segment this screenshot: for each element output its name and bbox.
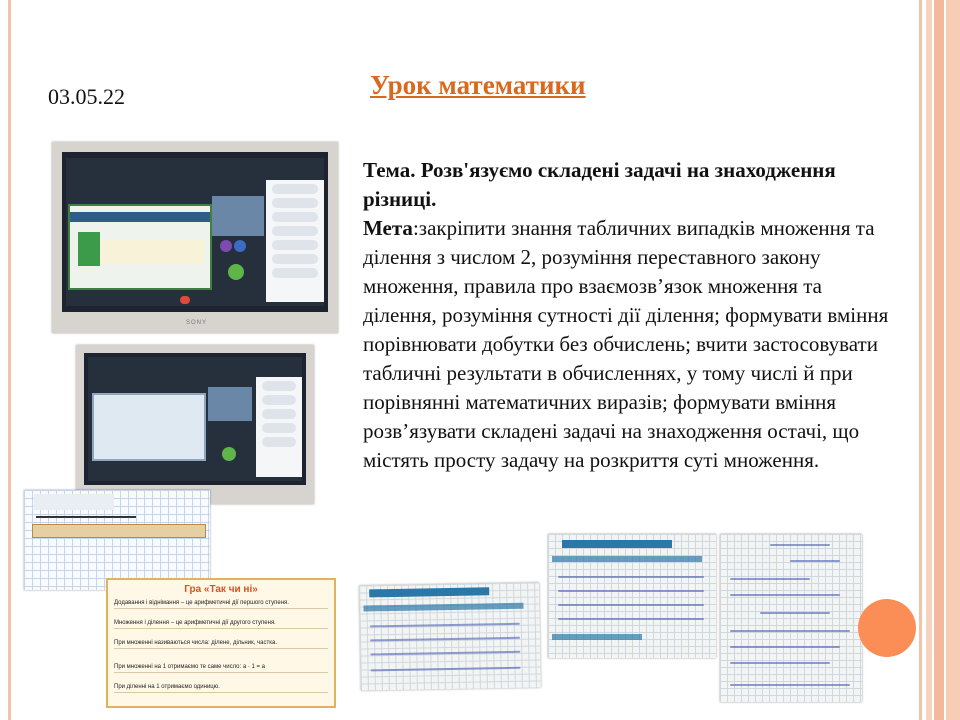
right-stripe-1 [926, 0, 932, 720]
video-tile [208, 387, 252, 421]
topic-text: Розв'язуємо складені задачі на знаходження різниці. [363, 158, 836, 211]
game-statement-2: Множення і ділення – це арифметичні дії другого ступеня. [114, 620, 328, 629]
game-statement-3: При множенні називаються числа: ділене, дільник, частка. [114, 640, 328, 649]
laptop-screen [62, 152, 328, 312]
participant-avatar-v [228, 264, 244, 280]
lesson-title: Урок математики [370, 70, 586, 100]
photo-ruler-worksheet [24, 490, 210, 590]
participants-panel [256, 377, 302, 477]
shared-presentation [68, 204, 212, 290]
worksheet-header [34, 494, 114, 510]
decorative-circle [858, 599, 916, 657]
presentation-caption [100, 240, 204, 264]
textbook-exercise-band [363, 603, 523, 612]
game-yes-no-slide [106, 578, 336, 708]
photo-laptop-meeting-1 [52, 142, 338, 333]
shared-worksheet [92, 393, 206, 461]
game-title: Гра «Так чи ні» [184, 584, 258, 595]
textbook-heading-band [369, 587, 489, 597]
textbook-exercise-band [552, 556, 702, 562]
photo-handwritten-notebook [720, 534, 862, 702]
lesson-description [363, 156, 893, 475]
game-statement-5: При діленні на 1 отримаємо одиницю. [114, 684, 328, 693]
presentation-number-card [78, 232, 100, 266]
goal-label: Мета [363, 216, 413, 240]
participant-avatar-m [220, 240, 232, 252]
ruler [32, 524, 206, 538]
textbook-heading-band [562, 540, 672, 548]
topic-label: Тема. [363, 158, 416, 182]
lesson-date: 03.05.22 [48, 84, 125, 109]
photo-laptop-meeting-2 [76, 345, 314, 504]
participants-panel [266, 180, 324, 302]
photo-textbook-page [359, 582, 541, 690]
video-tile [212, 196, 264, 236]
participant-avatar-v [222, 447, 236, 461]
participant-avatar-k [234, 240, 246, 252]
measured-line [36, 516, 136, 518]
laptop-screen [84, 353, 306, 485]
laptop-brand-logo: SONY [186, 320, 208, 326]
photo-textbook-page-2 [548, 534, 716, 658]
right-stripe-3 [946, 0, 960, 720]
game-statement-1: Додавання і віднімання – це арифметичні дії першого ступеня. [114, 600, 328, 609]
game-statement-4: При множенні на 1 отримаємо те саме число: а · 1 = а [114, 664, 328, 673]
end-call-icon [180, 296, 190, 304]
right-stripe-2 [934, 0, 944, 720]
goal-text: :закріпити знання табличних випадків множення та ділення з числом 2, розуміння переставного закону множення, правила про взаємозв’язок множення та ділення, розуміння сутності дії ділення; формувати вміння порівнювати добутки без обчислень; вчити застосовувати табличні результати в обчисленнях, у тому числі й при порівнянні математичних виразів; формувати вміння розв’язувати складені задачі на знаходження остачі, що містять просту задачу на розкриття суті множення. [363, 216, 889, 472]
